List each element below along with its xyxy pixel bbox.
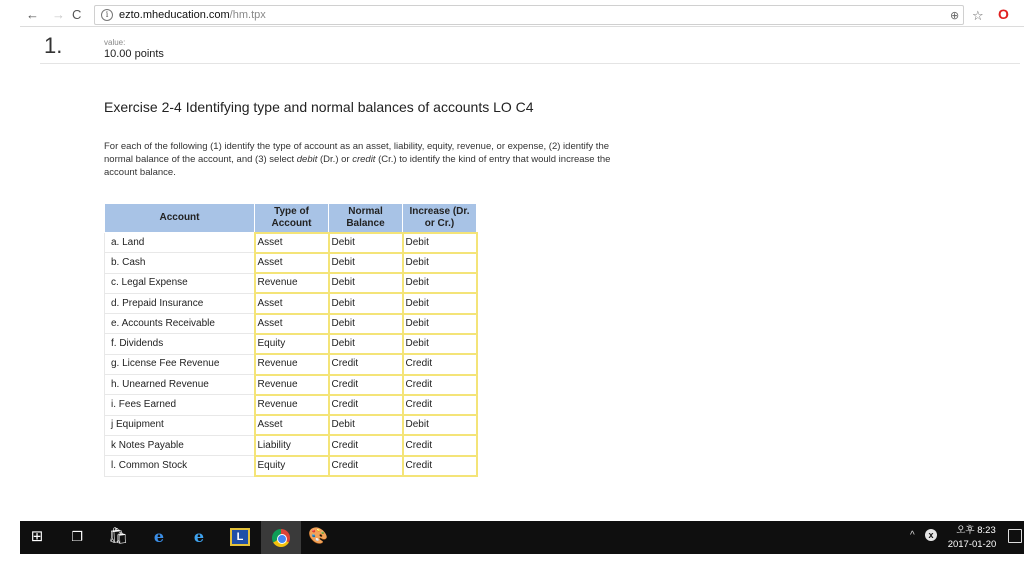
debit-emphasis: debit xyxy=(296,154,318,165)
header-increase: Increase (Dr. or Cr.) xyxy=(403,204,477,233)
table-row xyxy=(105,395,477,415)
action-center-icon[interactable] xyxy=(1008,529,1022,543)
table-row xyxy=(105,334,477,354)
normal-balance-select[interactable]: Debit xyxy=(329,293,403,313)
increase-select[interactable]: Credit xyxy=(403,395,477,415)
type-select[interactable]: Revenue xyxy=(255,354,329,374)
value-label: value: xyxy=(104,38,126,47)
url-text xyxy=(119,9,266,21)
increase-select[interactable]: Debit xyxy=(403,415,477,435)
increase-select[interactable]: Debit xyxy=(403,233,477,253)
account-name: i. Fees Earned xyxy=(105,395,255,415)
accounts-table xyxy=(104,203,478,477)
normal-balance-select[interactable]: Credit xyxy=(329,435,403,455)
type-select[interactable]: Equity xyxy=(255,334,329,354)
instructions-text xyxy=(104,140,624,179)
table-row xyxy=(105,415,477,435)
normal-balance-select[interactable]: Credit xyxy=(329,395,403,415)
forward-arrow-icon[interactable]: → xyxy=(52,7,65,22)
table-row xyxy=(105,435,477,455)
back-arrow-icon[interactable]: ← xyxy=(26,7,39,22)
increase-select[interactable]: Credit xyxy=(403,354,477,374)
header-type: Type of Account xyxy=(255,204,329,233)
table-row xyxy=(105,253,477,273)
question-number: 1. xyxy=(44,33,63,58)
bookmark-star-icon[interactable]: ☆ xyxy=(972,8,984,23)
table-row xyxy=(105,233,477,253)
clock-date[interactable]: 2017-01-20 xyxy=(947,539,997,550)
table-row xyxy=(105,354,477,374)
increase-select[interactable]: Debit xyxy=(403,273,477,293)
increase-select[interactable]: Debit xyxy=(403,293,477,313)
account-name: d. Prepaid Insurance xyxy=(105,293,255,313)
type-select[interactable]: Asset xyxy=(255,415,329,435)
type-select[interactable]: Equity xyxy=(255,456,329,476)
clock-time[interactable]: 오후 8:23 xyxy=(956,525,996,536)
type-select[interactable]: Revenue xyxy=(255,395,329,415)
internet-explorer-icon[interactable]: e xyxy=(193,527,205,546)
paint-icon[interactable]: 🎨 xyxy=(308,528,328,545)
credit-emphasis: credit xyxy=(352,154,376,165)
opera-icon[interactable]: O xyxy=(998,6,1009,22)
increase-select[interactable]: Credit xyxy=(403,456,477,476)
account-name: f. Dividends xyxy=(105,334,255,354)
type-select[interactable]: Revenue xyxy=(255,375,329,395)
type-select[interactable]: Asset xyxy=(255,233,329,253)
dr-abbr: (Dr.) or xyxy=(317,154,353,165)
account-name: a. Land xyxy=(105,233,255,253)
table-header-row xyxy=(105,204,477,233)
edge-browser-icon[interactable]: e xyxy=(153,527,165,546)
cr-abbr: (Cr.) to identify the kind of entry that would increase the account balance. xyxy=(104,154,611,178)
increase-select[interactable]: Debit xyxy=(403,253,477,273)
store-icon[interactable]: 🛍 xyxy=(108,528,129,545)
normal-balance-select[interactable]: Credit xyxy=(329,456,403,476)
account-name: b. Cash xyxy=(105,253,255,273)
url-path: /hm.tpx xyxy=(229,9,266,21)
account-name: g. License Fee Revenue xyxy=(105,354,255,374)
account-name: e. Accounts Receivable xyxy=(105,314,255,334)
chrome-icon[interactable] xyxy=(272,529,290,547)
reload-icon[interactable]: C xyxy=(72,7,82,22)
type-select[interactable]: Asset xyxy=(255,293,329,313)
type-select[interactable]: Asset xyxy=(255,253,329,273)
exercise-title: Exercise 2-4 Identifying type and normal balances of accounts LO C4 xyxy=(104,99,534,115)
tray-status-icon[interactable]: x xyxy=(925,529,937,541)
browser-toolbar xyxy=(20,3,1024,27)
tray-chevron-icon[interactable]: ^ xyxy=(910,530,915,541)
zoom-icon[interactable]: ⊕ xyxy=(950,10,960,22)
account-name: c. Legal Expense xyxy=(105,273,255,293)
increase-select[interactable]: Credit xyxy=(403,435,477,455)
normal-balance-select[interactable]: Debit xyxy=(329,415,403,435)
account-name: h. Unearned Revenue xyxy=(105,375,255,395)
account-name: k Notes Payable xyxy=(105,435,255,455)
question-divider xyxy=(40,63,1020,64)
table-row xyxy=(105,293,477,313)
windows-start-icon[interactable]: ⊞ xyxy=(30,528,44,545)
type-select[interactable]: Asset xyxy=(255,314,329,334)
increase-select[interactable]: Debit xyxy=(403,334,477,354)
increase-select[interactable]: Debit xyxy=(403,314,477,334)
table-row xyxy=(105,456,477,476)
increase-select[interactable]: Credit xyxy=(403,375,477,395)
taskbar xyxy=(20,521,1024,554)
instructions-pre: For each of the following (1) identify the type of account as an asset, liability, equity, revenue, or expense, (2) identify the normal balance of the account, and (3) select xyxy=(104,141,610,165)
header-account: Account xyxy=(105,204,255,233)
normal-balance-select[interactable]: Debit xyxy=(329,253,403,273)
account-name: l. Common Stock xyxy=(105,456,255,476)
site-info-icon[interactable]: i xyxy=(101,9,113,21)
normal-balance-select[interactable]: Debit xyxy=(329,334,403,354)
points-value: 10.00 points xyxy=(104,48,164,60)
normal-balance-select[interactable]: Debit xyxy=(329,314,403,334)
header-normal-balance: Normal Balance xyxy=(329,204,403,233)
account-name: j Equipment xyxy=(105,415,255,435)
normal-balance-select[interactable]: Debit xyxy=(329,233,403,253)
app-l-icon[interactable]: L xyxy=(230,528,250,546)
normal-balance-select[interactable]: Credit xyxy=(329,375,403,395)
table-row xyxy=(105,273,477,293)
task-view-icon[interactable]: ❐ xyxy=(71,529,83,544)
table-row xyxy=(105,314,477,334)
normal-balance-select[interactable]: Debit xyxy=(329,273,403,293)
address-bar[interactable] xyxy=(94,5,964,25)
url-host: ezto.mheducation.com xyxy=(119,9,230,21)
normal-balance-select[interactable]: Credit xyxy=(329,354,403,374)
type-select[interactable]: Revenue xyxy=(255,273,329,293)
table-row xyxy=(105,375,477,395)
type-select[interactable]: Liability xyxy=(255,435,329,455)
